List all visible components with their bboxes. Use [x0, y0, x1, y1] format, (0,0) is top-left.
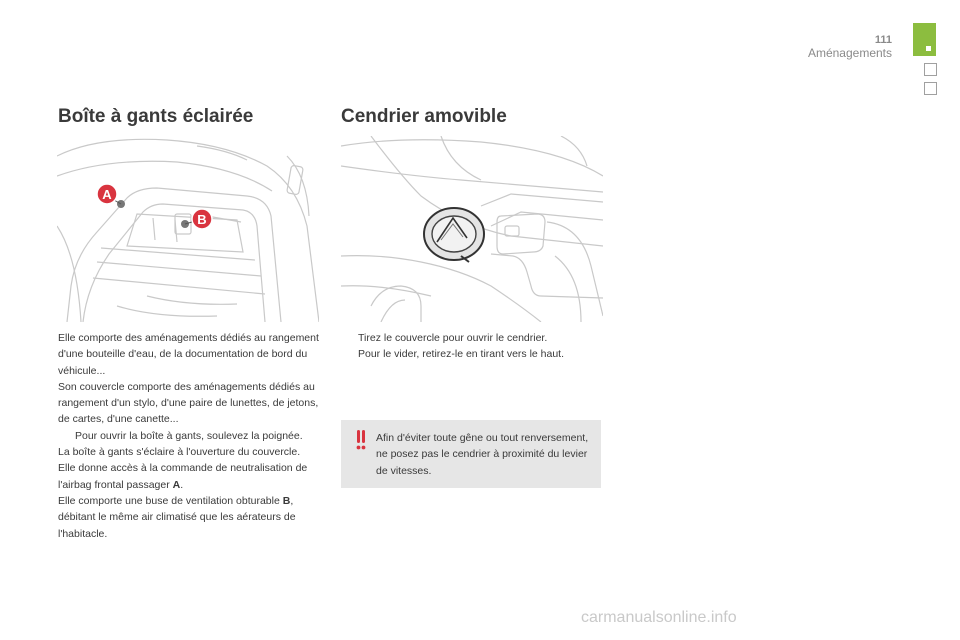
ashtray-steps	[341, 330, 601, 363]
glovebox-text	[58, 330, 320, 542]
tab-dot	[926, 46, 931, 51]
watermark: carmanualsonline.info	[581, 609, 737, 626]
glovebox-paragraph: Son couvercle comporte des aménagements dédiés au rangement d'un stylo, d'une paire de lunettes, de jetons, de cartes, d'une canette...	[58, 380, 319, 426]
section-tab-box	[924, 63, 937, 76]
bullet-text: Tirez le couvercle pour ouvrir le cendrier.	[358, 332, 548, 344]
marker-b: B	[197, 212, 207, 227]
section-tab-box	[924, 82, 937, 95]
text-run: , débitant le même air climatisé que les aérateurs de l'habitacle.	[58, 494, 296, 540]
text-run: .	[180, 478, 184, 491]
section-name: Aménagements	[807, 46, 892, 60]
warning-icon	[350, 429, 372, 451]
glovebox-title: Boîte à gants éclairée	[58, 106, 254, 127]
glovebox-bullet	[58, 428, 320, 444]
section-tab-active	[913, 23, 936, 56]
text-run: Elle comporte une buse de ventilation obturable	[58, 494, 283, 507]
text-run: Elle donne accès à la commande de neutralisation de l'airbag frontal passager	[58, 462, 308, 491]
ashtray-bullet	[341, 346, 601, 362]
vent-marker-ref: B	[282, 494, 291, 507]
glovebox-paragraph	[58, 460, 320, 493]
bullet-marker	[341, 330, 358, 346]
bullet-marker	[341, 346, 358, 362]
glovebox-paragraph	[58, 493, 320, 542]
warning-box	[341, 420, 601, 488]
ashtray-illustration	[341, 136, 603, 322]
glovebox-paragraph: La boîte à gants s'éclaire à l'ouverture du couvercle.	[58, 446, 301, 459]
bullet-marker	[58, 428, 75, 444]
glovebox-illustration	[57, 136, 319, 322]
bullet-text: Pour ouvrir la boîte à gants, soulevez la poignée.	[75, 429, 303, 442]
marker-a: A	[102, 187, 112, 202]
glovebox-paragraph: Elle comporte des aménagements dédiés au rangement d'une bouteille d'eau, de la documentation de bord du véhicule...	[58, 332, 319, 377]
airbag-marker-ref: A	[172, 478, 181, 491]
warning-text: Afin d'éviter toute gêne ou tout renversement, ne posez pas le cendrier à proximité du levier de vitesses.	[376, 432, 589, 477]
bullet-text: Pour le vider, retirez-le en tirant vers le haut.	[358, 348, 565, 361]
page-number: 111	[874, 34, 892, 46]
ashtray-bullet	[341, 330, 601, 346]
ashtray-title: Cendrier amovible	[341, 106, 507, 127]
